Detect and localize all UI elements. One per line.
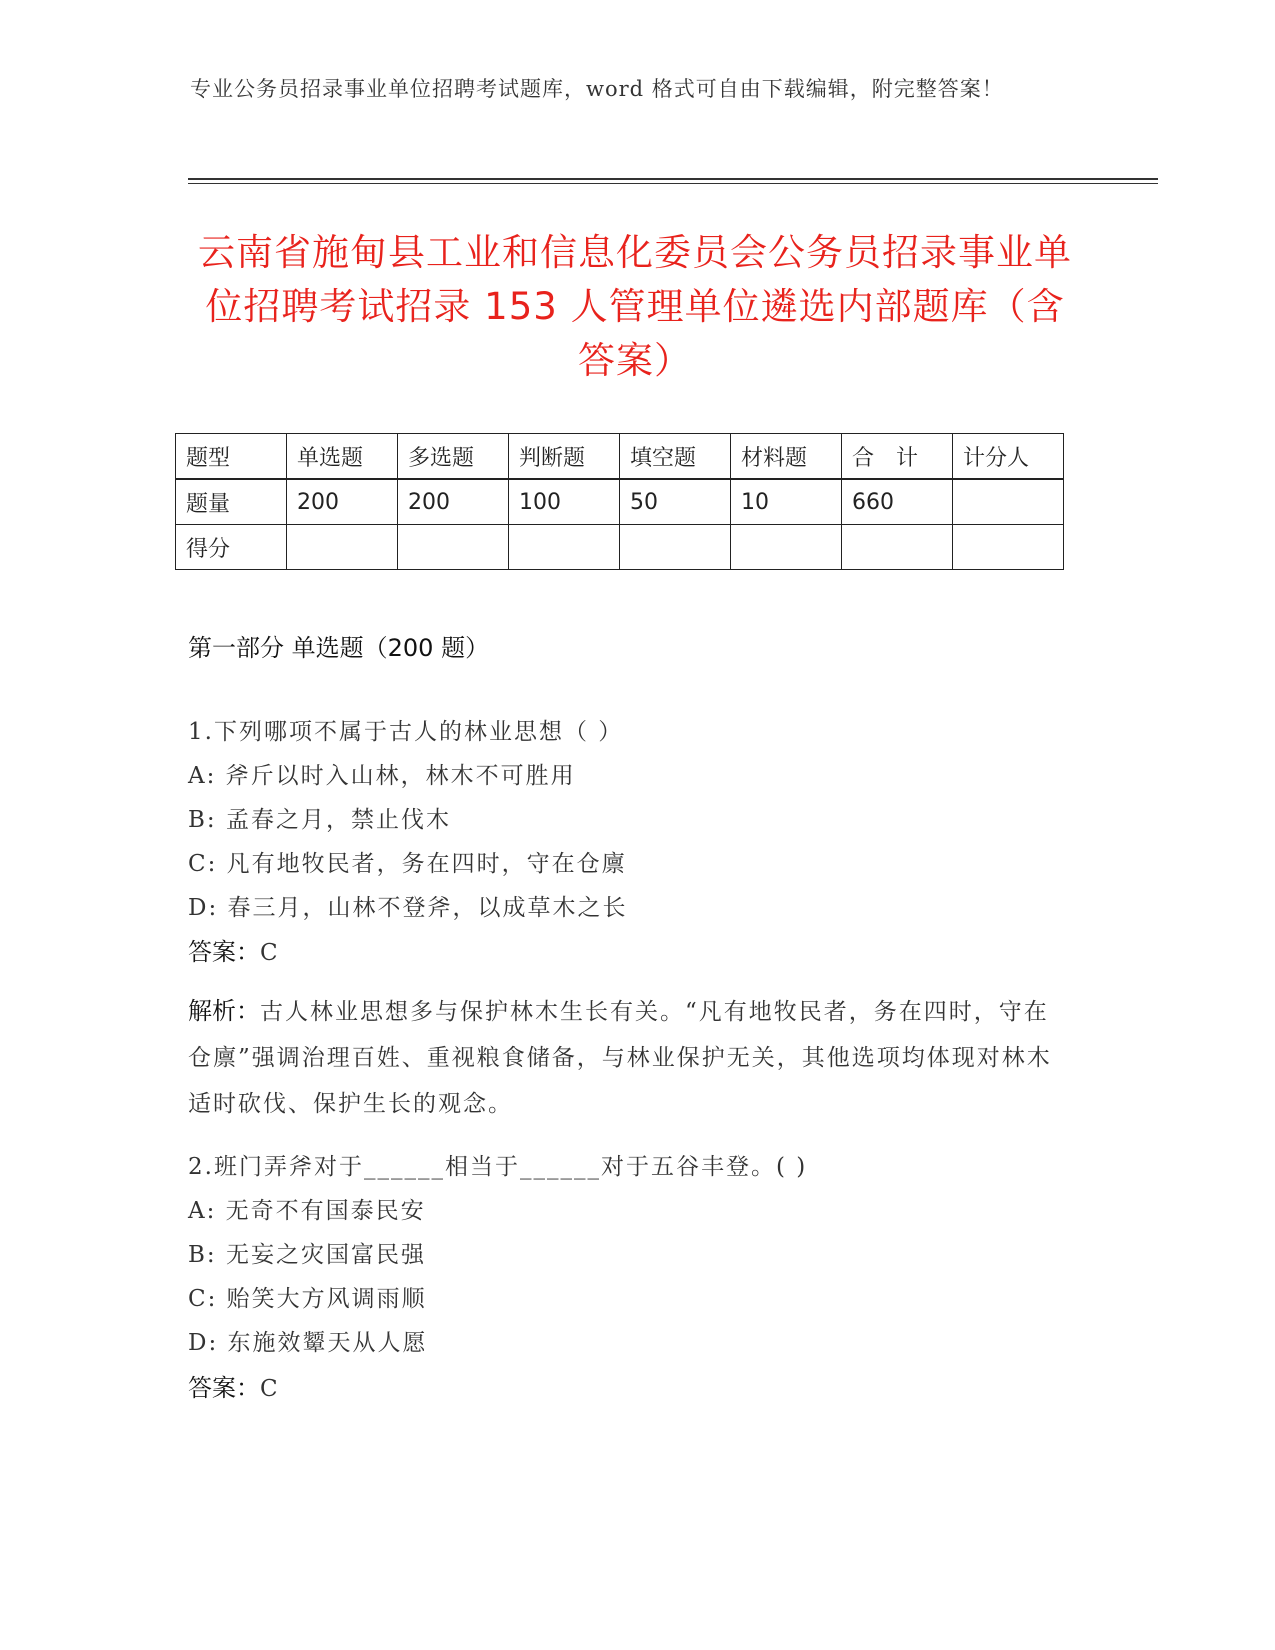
table-cell: 多选题: [398, 434, 509, 480]
answer-label: 答案：: [188, 938, 260, 966]
table-cell: 题型: [176, 434, 287, 480]
table-cell: [731, 525, 842, 570]
table-cell: [842, 525, 953, 570]
question-stem: 1.下列哪项不属于古人的林业思想（ ）: [188, 719, 624, 745]
answer-value: C: [260, 940, 278, 966]
table-row: [176, 525, 1064, 570]
explanation-label: 解析：: [188, 997, 260, 1025]
answer-value: C: [260, 1376, 278, 1402]
question-option: C: 贻笑大方风调雨顺: [188, 1286, 427, 1312]
table-header-row: [176, 434, 1064, 480]
table-cell: 单选题: [287, 434, 398, 480]
header-rule-thin: [188, 183, 1158, 184]
table-cell: [620, 525, 731, 570]
question-option: B: 无妄之灾国富民强: [188, 1242, 426, 1268]
answer-line: [188, 1368, 278, 1403]
answer-label: 答案：: [188, 1374, 260, 1402]
header-rule: [188, 178, 1158, 180]
table-row: [176, 479, 1064, 525]
question-stem: 2.班门弄斧对于______相当于______对于五谷丰登。( ): [188, 1154, 808, 1180]
header-note: 专业公务员招录事业单位招聘考试题库，word 格式可自由下载编辑，附完整答案！: [190, 77, 1004, 101]
question-option: B: 孟春之月，禁止伐木: [188, 807, 451, 833]
table-cell: [953, 479, 1064, 525]
table-cell: 合 计: [842, 434, 953, 480]
question-option: A: 无奇不有国泰民安: [188, 1198, 426, 1224]
question-option: A: 斧斤以时入山林，林木不可胜用: [188, 763, 576, 789]
answer-line: [188, 932, 278, 967]
table-cell: 得分: [176, 525, 287, 570]
section-title: 第一部分 单选题（200 题）: [188, 634, 490, 662]
explanation-text: 古人林业思想多与保护林木生长有关。“凡有地牧民者，务在四时，守在仓廪”强调治理百姓、重视粮食储备，与林业保护无关，其他选项均体现对林木适时砍伐、保护生长的观念。: [188, 999, 1052, 1117]
table-cell: 判断题: [509, 434, 620, 480]
table-cell: 题量: [176, 479, 287, 525]
table-cell: [287, 525, 398, 570]
table-cell: 200: [398, 479, 509, 525]
question-option: D: 春三月，山林不登斧，以成草木之长: [188, 895, 628, 921]
document-title: 云南省施甸县工业和信息化委员会公务员招录事业单位招聘考试招录 153 人管理单位遴选内部题库（含答案）: [198, 231, 1072, 382]
table-cell: 材料题: [731, 434, 842, 480]
table-cell: 200: [287, 479, 398, 525]
table-cell: [509, 525, 620, 570]
table-cell: 填空题: [620, 434, 731, 480]
score-table: [175, 433, 1064, 570]
table-cell: [398, 525, 509, 570]
question-option: C: 凡有地牧民者，务在四时，守在仓廪: [188, 851, 627, 877]
explanation: [188, 988, 1068, 1127]
table-cell: 50: [620, 479, 731, 525]
question-option: D: 东施效颦天从人愿: [188, 1330, 428, 1356]
table-cell: 计分人: [953, 434, 1064, 480]
table-cell: 100: [509, 479, 620, 525]
table-cell: [953, 525, 1064, 570]
table-cell: 10: [731, 479, 842, 525]
table-cell: 660: [842, 479, 953, 525]
